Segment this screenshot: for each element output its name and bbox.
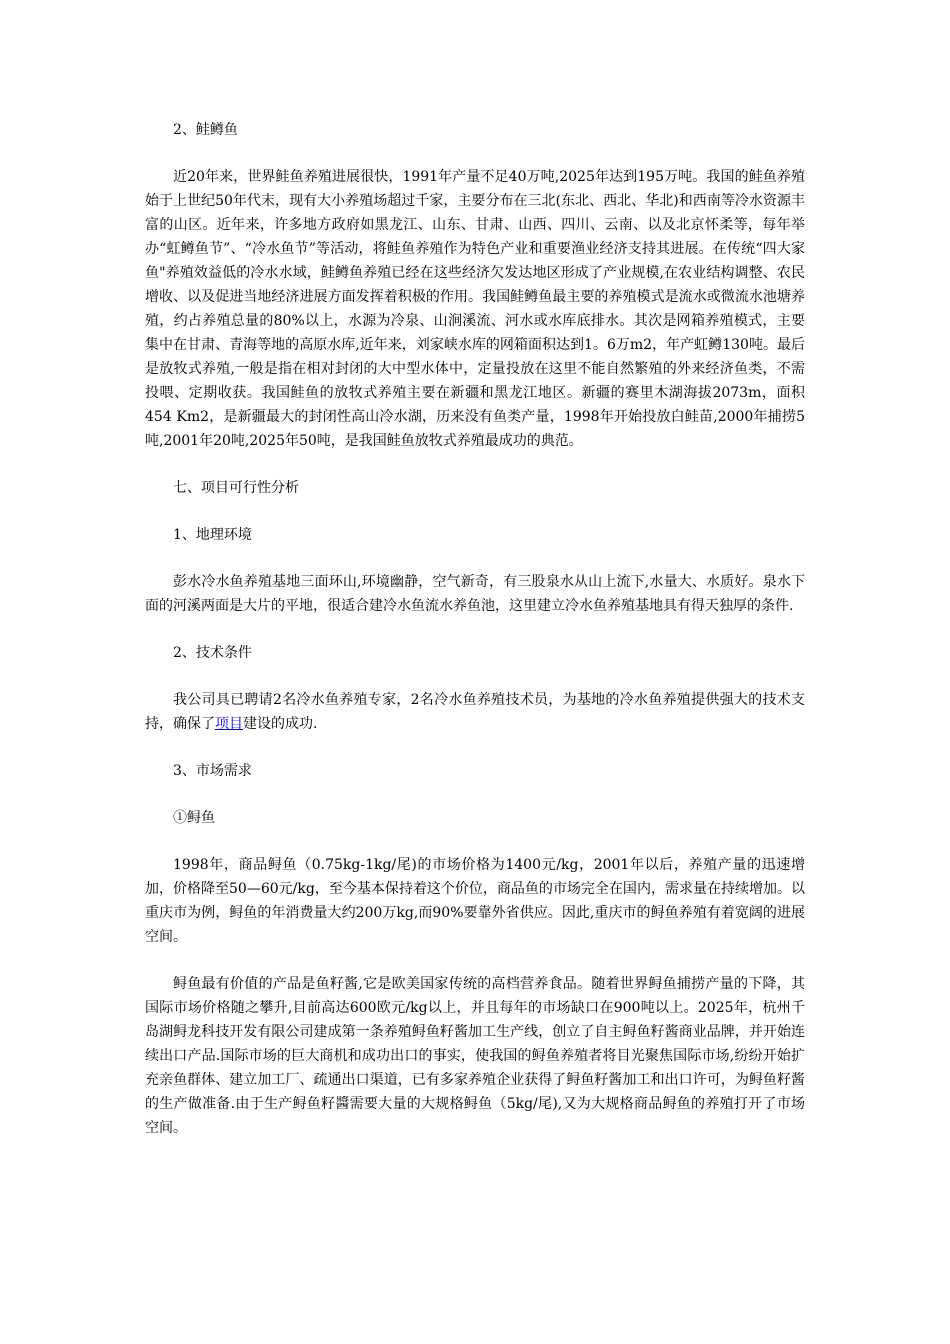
paragraph-technical-text-after: 建设的成功.	[243, 716, 318, 732]
section-heading-geography: 1、地理环境	[173, 527, 252, 543]
paragraph-geography: 彭水冷水鱼养殖基地三面环山,环境幽静，空气新奇，有三股泉水从山上流下,水量大、水质好。泉水下面的河溪两面是大片的平地，很适合建冷水鱼流水养鱼池，这里建立冷水鱼养殖基地具有得天独厚的条件.	[145, 574, 805, 614]
section-heading-feasibility: 七、项目可行性分析	[173, 480, 299, 496]
paragraph-salmon-trout: 近20年来，世界鲑鱼养殖进展很快，1991年产量不足40万吨,2025年达到195万吨。我国的鲑鱼养殖始于上世纪50年代末，现有大小养殖场超过千家，主要分布在三北(东北、西北、华北)和西南等冷水资源丰富的山区。近年来，许多地方政府如黑龙江、山东、甘肃、山西、四川、云南、以及北京怀柔等，每年举办“虹鳟鱼节”、“冷水鱼节”等活动，将鲑鱼养殖作为特色产业和重要渔业经济支持其进展。在传统“四大家鱼"养殖效益低的冷水水域，鲑鳟鱼养殖已经在这些经济欠发达地区形成了产业规模,在农业结构调整、农民增收、以及促进当地经济进展方面发挥着积极的作用。我国鲑鳟鱼最主要的养殖模式是流水或微流水池塘养殖，约占养殖总量的80%以上，水源为冷泉、山涧溪流、河水或水库底排水。其次是网箱养殖模式，主要集中在甘肃、青海等地的高原水库,近年来，刘家峡水库的网箱面积达到1。6万m2，年产虹鳟130吨。最后是放牧式养殖,一般是指在相对封闭的大中型水体中，定量投放在这里不能自然繁殖的外来经济鱼类，不需投喂、定期收获。我国鲑鱼的放牧式养殖主要在新疆和黑龙江地区。新疆的赛里木湖海拔2073m，面积454 Km2，是新疆最大的封闭性高山冷水湖，历来没有鱼类产量，1998年开始投放白鲑苗,2000年捕捞5吨,2001年20吨,2025年50吨，是我国鲑鱼放牧式养殖最成功的典范。	[145, 169, 805, 449]
section-heading-salmon-trout: 2、鲑鳟鱼	[173, 122, 238, 138]
paragraph-technical	[145, 688, 805, 736]
section-heading-market: 3、市场需求	[173, 763, 252, 779]
section-heading-technical: 2、技术条件	[173, 645, 252, 661]
project-link[interactable]: 项目	[215, 716, 243, 732]
section-heading-sturgeon: ①鲟鱼	[173, 810, 215, 826]
document-page	[145, 118, 805, 1163]
paragraph-technical-text-before: 我公司具已聘请2名冷水鱼养殖专家，2名冷水鱼养殖技术员，为基地的冷水鱼养殖提供强大的技术支持，确保了	[145, 692, 805, 732]
paragraph-sturgeon-caviar: 鲟鱼最有价值的产品是鱼籽酱,它是欧美国家传统的高档营养食品。随着世界鲟鱼捕捞产量的下降，其国际市场价格随之攀升,目前高达600欧元/kg以上，并且每年的市场缺口在900吨以上。2025年，杭州千岛湖鲟龙科技开发有限公司建成第一条养殖鲟鱼籽酱加工生产线，创立了自主鲟鱼籽酱商业品牌，并开始连续出口产品.国际市场的巨大商机和成功出口的事实，使我国的鲟鱼养殖者将目光聚焦国际市场,纷纷开始扩充亲鱼群体、建立加工厂、疏通出口渠道，已有多家养殖企业获得了鲟鱼籽酱加工和出口许可，为鲟鱼籽酱的生产做准备.由于生产鲟鱼籽醬需要大量的大规格鲟鱼（5kg/尾),又为大规格商品鲟鱼的养殖打开了市场空间。	[145, 976, 805, 1136]
paragraph-sturgeon-price: 1998年，商品鲟鱼（0.75kg-1kg/尾)的市场价格为1400元/kg，2001年以后，养殖产量的迅速增加，价格降至50—60元/kg，至今基本保持着这个价位，商品鱼的市场完全在国内，需求量在持续增加。以重庆市为例，鲟鱼的年消费量大约200万kg,而90%要靠外省供应。因此,重庆市的鲟鱼养殖有着宽阔的进展空间。	[145, 857, 805, 945]
